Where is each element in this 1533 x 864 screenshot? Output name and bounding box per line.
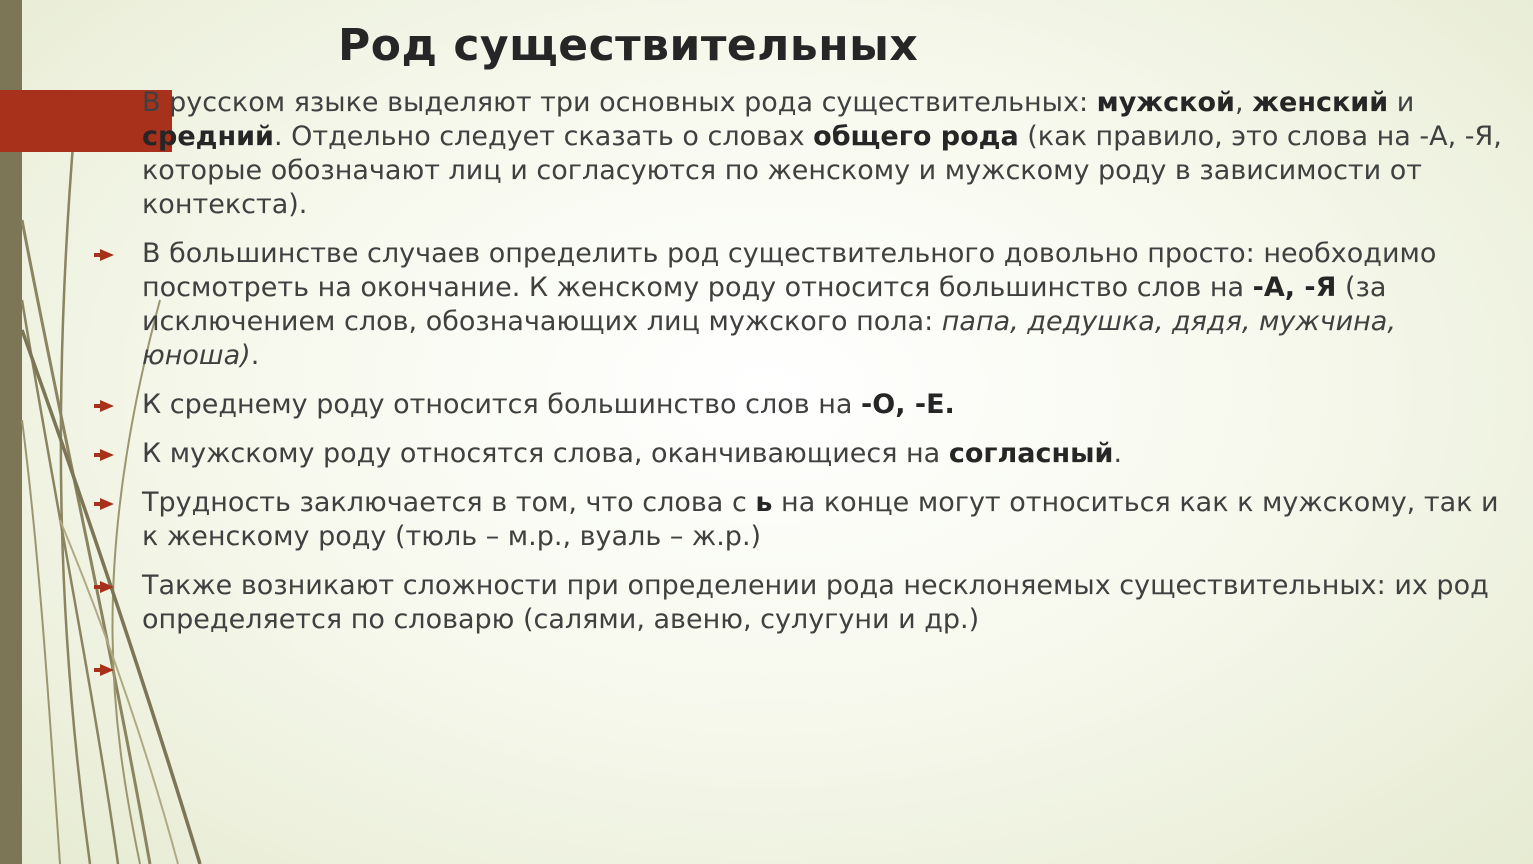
bullet-bold-text: общего рода	[813, 121, 1019, 152]
bullet-text: и	[1388, 87, 1415, 118]
arrow-bullet-icon	[100, 249, 114, 261]
bullet-list	[100, 86, 1520, 701]
bullet-item-empty	[100, 652, 1520, 686]
bullet-item	[100, 86, 1520, 222]
bullet-bold-text: -О, -Е.	[861, 389, 955, 420]
bullet-text: (за исключением слов, обозначающих лиц мужского пола:	[142, 272, 1387, 337]
bullet-item	[100, 486, 1520, 554]
bullet-text: (как правило, это слова на -А, -Я, которые обозначают лиц и согласуются по женскому и мужскому роду в зависимости от контекста).	[142, 121, 1502, 220]
bullet-text: В большинстве случаев определить род существительного довольно просто: необходимо посмотреть на окончание. К женскому роду относится большинство слов на	[142, 238, 1437, 303]
bullet-bold-text: мужской	[1096, 87, 1235, 118]
bullet-italic-text: папа, дедушка, дядя, мужчина, юноша)	[142, 306, 1396, 371]
bullet-text: В русском языке выделяют три основных рода существительных:	[142, 87, 1097, 118]
bullet-item	[100, 569, 1520, 637]
bullet-text: .	[1113, 438, 1123, 469]
arrow-bullet-icon	[100, 400, 114, 412]
bullet-text: К мужскому роду относятся слова, оканчивающиеся на	[142, 438, 949, 469]
bullet-text: Также возникают сложности при определении рода несклоняемых существительных: их род определяется по словарю (салями, авеню, сулугуни и др.)	[142, 570, 1489, 635]
bullet-bold-text: средний	[142, 121, 274, 152]
bullet-text: ,	[1234, 87, 1253, 118]
bullet-text: Трудность заключается в том, что слова с	[142, 487, 756, 518]
bullet-text: . Отдельно следует сказать о словах	[273, 121, 814, 152]
bullet-bold-text: ь	[755, 487, 773, 518]
arrow-bullet-icon	[100, 98, 114, 110]
slide-title: Род существительных	[338, 20, 919, 71]
arrow-bullet-icon	[100, 664, 114, 676]
bullet-item	[100, 237, 1520, 373]
bullet-text: К среднему роду относится большинство слов на	[142, 389, 862, 420]
arrow-bullet-icon	[100, 581, 114, 593]
bullet-bold-text: согласный	[948, 438, 1114, 469]
arrow-bullet-icon	[100, 498, 114, 510]
bullet-text: .	[250, 340, 260, 371]
arrow-bullet-icon	[100, 449, 114, 461]
bullet-bold-text: -А, -Я	[1252, 272, 1337, 303]
bullet-text: на конце могут относиться как к мужскому, так и к женскому роду (тюль – м.р., вуаль – ж.р.)	[142, 487, 1499, 552]
bullet-bold-text: женский	[1252, 87, 1389, 118]
bullet-item	[100, 437, 1520, 471]
bullet-item	[100, 388, 1520, 422]
